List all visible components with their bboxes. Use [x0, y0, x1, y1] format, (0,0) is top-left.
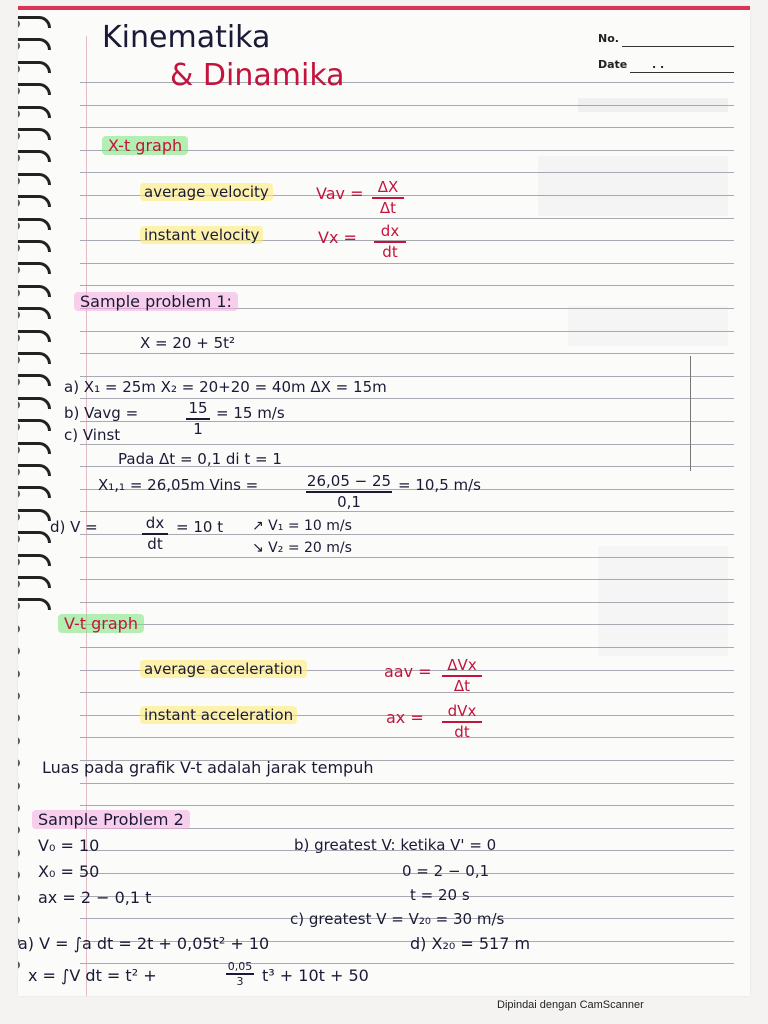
sample1-part-b-result: = 15 m/s [216, 404, 285, 422]
aav-numerator: ΔVx [447, 656, 477, 674]
instant-velocity-label: instant velocity [140, 226, 263, 244]
ruled-line [80, 511, 734, 512]
spiral-ring [18, 558, 54, 568]
sample2-part-d: d) X₂₀ = 517 m [410, 934, 531, 953]
luas-note: Luas pada grafik V-t adalah jarak tempuh [42, 758, 374, 777]
spiral-ring [18, 20, 54, 30]
vins-denominator: 0,1 [337, 492, 361, 511]
spiral-ring [18, 468, 54, 478]
x-fraction-numerator: 0,05 [227, 960, 253, 973]
spiral-ring [18, 132, 54, 142]
ruled-line [80, 896, 734, 897]
vav-fraction [370, 178, 406, 218]
sample1-v1: ↗ V₁ = 10 m/s [252, 518, 352, 534]
page-top-border [18, 6, 750, 10]
spiral-ring [18, 266, 54, 276]
ruled-line [80, 218, 734, 219]
sample1-part-c: c) Vinst [64, 426, 121, 444]
spiral-ring [18, 222, 54, 232]
sample2-part-a: a) V = ∫a dt = 2t + 0,05t² + 10 [18, 934, 270, 953]
spiral-ring [18, 737, 54, 747]
vx-fraction [372, 222, 408, 262]
average-velocity-label: average velocity [140, 183, 273, 201]
spiral-ring [18, 714, 54, 724]
ruled-line [80, 376, 734, 377]
aav-denominator: Δt [453, 676, 471, 695]
spiral-ring [18, 42, 54, 52]
instant-acceleration-label: instant acceleration [140, 706, 297, 724]
sample2-part-b-eq2: t = 20 s [410, 886, 470, 904]
ruled-line [80, 263, 734, 264]
sample1-v2: ↘ V₂ = 20 m/s [252, 540, 352, 556]
title-dinamika: & Dinamika [170, 58, 345, 93]
notebook-page [18, 6, 750, 996]
ruled-line [80, 353, 734, 354]
sample1-part-d-prefix: d) V = [50, 518, 98, 536]
date-dots: . . [652, 58, 665, 71]
vins-fraction [304, 472, 394, 512]
spiral-ring [18, 602, 54, 612]
vx-denominator: dt [382, 242, 398, 261]
bleed-through-mark [538, 156, 728, 216]
vavg-fraction [184, 399, 212, 439]
bleed-through-vertical-line [690, 356, 691, 471]
spiral-ring [18, 378, 54, 388]
aav-lhs: aav = [384, 662, 432, 681]
ruled-line [80, 692, 734, 693]
spiral-ring [18, 916, 54, 926]
x-integral-fraction [224, 960, 256, 988]
bleed-through-mark [578, 98, 728, 112]
d-denominator: dt [147, 534, 163, 553]
ax-numerator: dVx [447, 702, 477, 720]
sample1-part-a: a) X₁ = 25m X₂ = 20+20 = 40m ΔX = 15m [64, 378, 387, 396]
spiral-ring [18, 647, 54, 657]
spiral-ring [18, 87, 54, 97]
ruled-line [80, 963, 734, 964]
ruled-line [80, 398, 734, 399]
sample1-x11-line: X₁,₁ = 26,05m Vins = [98, 476, 259, 494]
vavg-numerator: 15 [188, 399, 208, 417]
ruled-line [80, 285, 734, 286]
sample2-part-c: c) greatest V = V₂₀ = 30 m/s [290, 910, 505, 928]
spiral-ring [18, 244, 54, 254]
spiral-ring [18, 356, 54, 366]
d-fraction [140, 514, 170, 554]
sample2-v0: V₀ = 10 [38, 836, 100, 855]
spiral-ring [18, 490, 54, 500]
ruled-line [80, 421, 734, 422]
sample1-pada-line: Pada Δt = 0,1 di t = 1 [118, 450, 282, 468]
vav-numerator: ΔX [377, 178, 399, 196]
spiral-ring [18, 401, 54, 411]
x-fraction-denominator: 3 [236, 974, 244, 988]
ruled-line [80, 805, 734, 806]
no-field-line [622, 46, 734, 47]
spiral-ring [18, 513, 54, 523]
d-numerator: dx [145, 514, 165, 532]
vx-numerator: dx [380, 222, 400, 240]
average-acceleration-label: average acceleration [140, 660, 307, 678]
bleed-through-mark [568, 306, 728, 346]
spiral-ring [18, 65, 54, 75]
sample2-x-integral-suffix: t³ + 10t + 50 [262, 966, 369, 985]
vt-graph-heading: V-t graph [58, 614, 144, 633]
bleed-through-mark [598, 546, 728, 656]
ruled-line [80, 444, 734, 445]
spiral-ring [18, 692, 54, 702]
spiral-ring [18, 535, 54, 545]
vx-lhs: Vx = [318, 228, 357, 247]
xt-graph-heading: X-t graph [102, 136, 188, 155]
ax-lhs: ax = [386, 708, 424, 727]
spiral-ring [18, 199, 54, 209]
spiral-ring [18, 423, 54, 433]
vins-numerator: 26,05 − 25 [306, 472, 392, 490]
spiral-ring [18, 782, 54, 792]
spiral-ring [18, 580, 54, 590]
spiral-ring [18, 289, 54, 299]
ax-fraction [440, 702, 484, 742]
camscanner-footer: Dipindai dengan CamScanner [497, 999, 644, 1011]
date-label: Date [598, 58, 628, 71]
spiral-ring [18, 311, 54, 321]
spiral-ring [18, 670, 54, 680]
sample2-part-b-eq1: 0 = 2 − 0,1 [402, 862, 490, 880]
sample1-equation: X = 20 + 5t² [140, 334, 236, 352]
ax-denominator: dt [454, 722, 470, 741]
ruled-line [80, 737, 734, 738]
sample1-vins-result: = 10,5 m/s [398, 476, 481, 494]
vav-lhs: Vav = [316, 184, 364, 203]
aav-fraction [440, 656, 484, 696]
spiral-ring [18, 154, 54, 164]
sample2-x-integral-prefix: x = ∫V dt = t² + [28, 966, 157, 985]
spiral-ring [18, 446, 54, 456]
sample-problem-1-heading: Sample problem 1: [74, 292, 238, 311]
spiral-ring [18, 625, 54, 635]
ruled-line [80, 783, 734, 784]
sample-problem-2-heading: Sample Problem 2 [32, 810, 190, 829]
vavg-denominator: 1 [193, 419, 203, 438]
title-kinematika: Kinematika [102, 20, 271, 55]
no-label: No. [598, 32, 619, 45]
spiral-ring [18, 177, 54, 187]
sample2-ax: ax = 2 − 0,1 t [38, 888, 152, 907]
sample1-part-b-prefix: b) Vavg = [64, 404, 139, 422]
sample1-part-d-equation: = 10 t [176, 518, 224, 536]
ruled-line [80, 127, 734, 128]
spiral-ring [18, 334, 54, 344]
vav-denominator: Δt [379, 198, 397, 217]
sample2-part-b: b) greatest V: ketika V' = 0 [294, 836, 497, 854]
sample2-x0: X₀ = 50 [38, 862, 100, 881]
spiral-ring [18, 110, 54, 120]
date-field-line [630, 72, 734, 73]
